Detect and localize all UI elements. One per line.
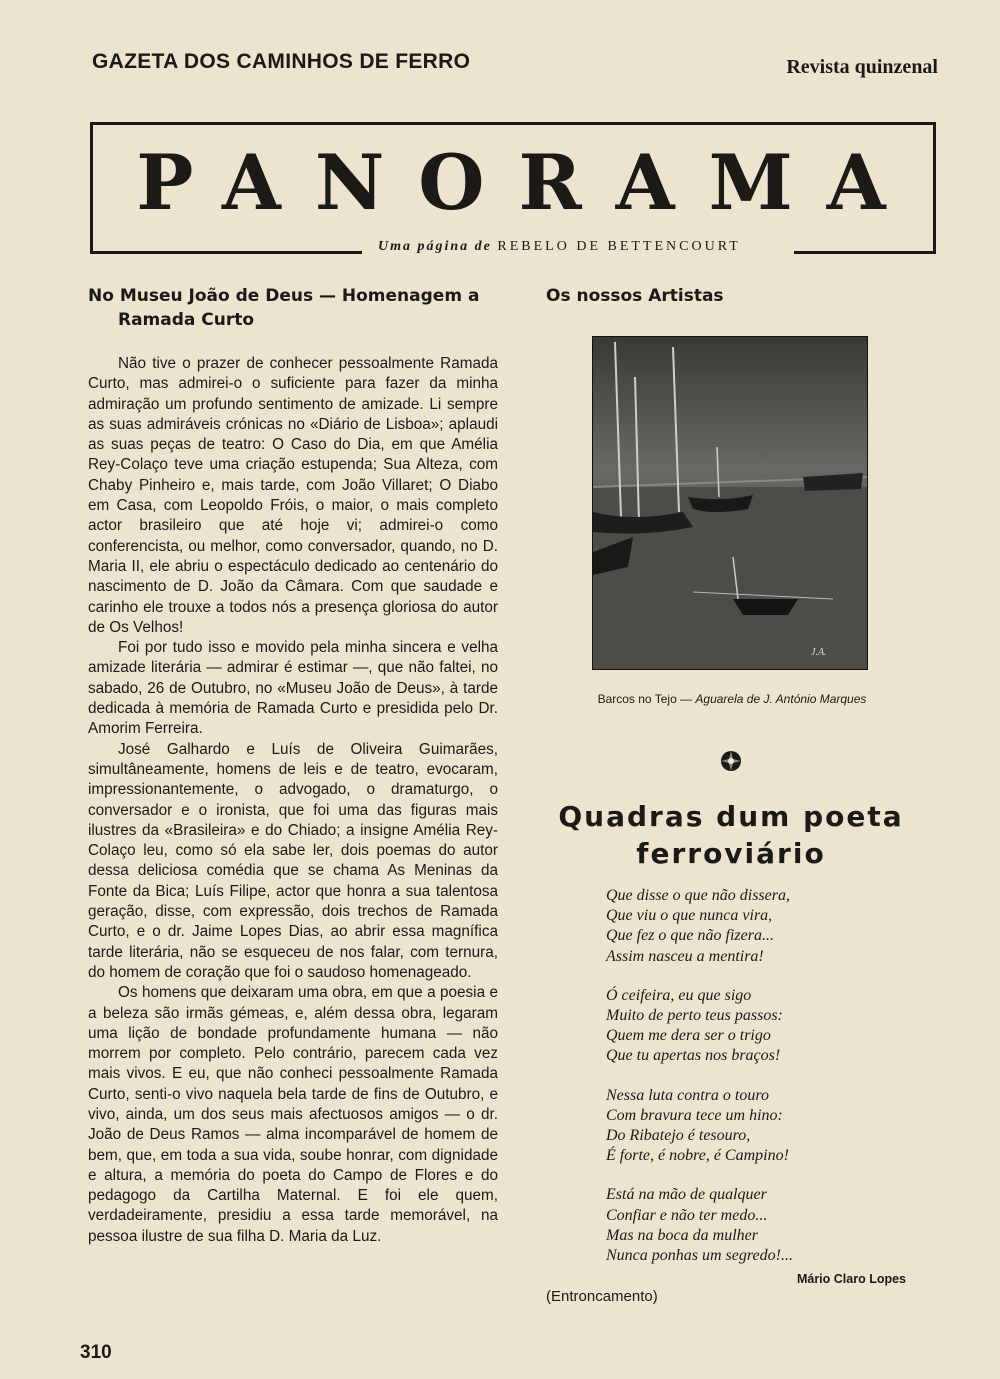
image-caption — [592, 692, 872, 707]
poem-line: Mas na boca da mulher — [606, 1226, 758, 1244]
poem-stanza — [606, 1086, 906, 1167]
poem-line: Quem me dera ser o trigo — [606, 1027, 771, 1045]
banner-rule-left — [90, 251, 362, 254]
publication-title: GAZETA DOS CAMINHOS DE FERRO — [92, 50, 471, 73]
ornament-icon — [720, 750, 742, 772]
poem-line: Nessa luta contra o touro — [606, 1086, 769, 1104]
right-column — [546, 284, 916, 1305]
boats-painting — [593, 337, 867, 669]
banner-subtitle-prefix: Uma página de — [378, 239, 492, 254]
banner-rule-right — [794, 251, 936, 254]
publication-frequency: Revista quinzenal — [786, 56, 938, 78]
svg-text:J.A.: J.A. — [811, 647, 827, 658]
poem-title-line2: ferroviário — [636, 837, 826, 870]
article-heading-line2: Ramada Curto — [118, 310, 255, 330]
poem-stanza — [606, 886, 906, 967]
poem-author: Mário Claro Lopes — [796, 1272, 906, 1286]
poem-stanza — [606, 1185, 906, 1266]
caption-credit: Aguarela de J. António Marques — [695, 692, 867, 706]
poem-body — [606, 886, 906, 1285]
poem-line: Do Ribatejo é tesouro, — [606, 1127, 751, 1145]
banner-subtitle-author: REBELO DE BETTENCOURT — [497, 239, 741, 254]
poem-line: Com bravura tece um hino: — [606, 1106, 783, 1124]
article-paragraph: Foi por tudo isso e movido pela minha sincera e velha amizade literária — admirar é estimar —, que não faltei, no sabado, 26 de Outubro, no «Museu João de Deus», à tarde dedicada à memória de Ramada Curto e presidida pelo Dr. Amorim Ferreira. — [88, 639, 498, 738]
poem-line: É forte, é nobre, é Campino! — [606, 1147, 789, 1165]
article-paragraph: Os homens que deixaram uma obra, em que a poesia e a beleza são irmãs gémeas, e, além dessa obra, legaram uma lição de bondade profundamente humana — não morrem por completo. Pelo contrário, parecem cada vez mais vivos. E eu, que não conheci pessoalmente Ramada Curto, senti-o vivo naquela bela tarde de fins de Outubro, e vivo, ainda, um dos seus mais afectuosos amigos — o dr. João de Deus Ramos — alma incomparável de homem de bem, que, em toda a sua vida, soube honrar, com dignidade e altura, a memória do poeta do Campo de Flores e do pedagogo da Cartilha Maternal. E foi ele quem, verdadeiramente, presidiu a essa tarde memorável, na pessoa ilustre de sua filha D. Maria da Luz. — [88, 984, 498, 1245]
caption-title: Barcos no Tejo — — [597, 692, 696, 706]
poem-title — [546, 798, 916, 872]
poem-line: Que fez o que não fizera... — [606, 927, 774, 945]
article-column — [88, 284, 498, 1247]
banner-subtitle — [378, 239, 741, 255]
page-number: 310 — [80, 1342, 112, 1363]
artists-heading: Os nossos Artistas — [546, 286, 724, 306]
banner-title: PANORAMA — [136, 138, 920, 227]
poem-line: Que tu apertas nos braços! — [606, 1047, 781, 1065]
poem-line: Que viu o que nunca vira, — [606, 907, 773, 925]
poem-line: Confiar e não ter medo... — [606, 1206, 768, 1224]
watercolor-image — [592, 336, 868, 670]
poem-title-line1: Quadras dum poeta — [558, 800, 904, 833]
poem-place: (Entroncamento) — [546, 1288, 658, 1305]
poem-line: Muito de perto teus passos: — [606, 1007, 783, 1025]
poem-line: Está na mão de qualquer — [606, 1186, 767, 1204]
article-paragraph: José Galhardo e Luís de Oliveira Guimarães, simultâneamente, homens de leis e de teatro, evocaram, impressionantemente, o advogado, o dramaturgo, o conversador e o ironista, que foi uma das figuras mais ilustres da «Brasileira» e do Chiado; a insigne Amélia Rey-Colaço leu, como só ela sabe ler, dois poemas do autor dessa deliciosa comédia que se chama As Meninas da Fonte da Bica; Luís Filipe, actor que honra a sua talentosa geração, disse, com expressão, dois trechos de Ramada Curto, e o dr. Jaime Lopes Dias, ao abrir essa magnífica tarde literária, não se esqueceu de nos falar, com ternura, do homem de coração que foi o saudoso homenageado. — [88, 740, 498, 981]
article-heading-line1: No Museu João de Deus — Homenagem a — [88, 286, 480, 306]
poem-line: Assim nasceu a mentira! — [606, 947, 764, 965]
panorama-banner — [90, 122, 936, 254]
poem-stanza — [606, 986, 906, 1067]
article-heading — [88, 284, 498, 332]
poem-line: Que disse o que não dissera, — [606, 887, 790, 904]
article-paragraph: Não tive o prazer de conhecer pessoalmente Ramada Curto, mas admirei-o o suficiente para fazer da minha admiração um profundo sentimento de amizade. Li sempre as suas admiráveis crónicas no «Diário de Lisboa»; aplaudi as suas peças de teatro: O Caso do Dia, em que Amélia Rey-Colaço teve uma criação estupenda; Sua Alteza, com Chaby Pinheiro e, mais tarde, com João Villaret; O Diabo em Casa, com Leopoldo Fróis, o maior, o mais completo actor brasileiro que até hoje vi; admirei-o como conferencista, ou melhor, como conversador, quando, no D. Maria II, ele abriu o espectáculo dedicado ao centenário do nascimento de D. João da Câmara. Com que saudade e carinho ele trouxe a todos nós a presença gloriosa do autor de Os Velhos! — [88, 355, 498, 636]
poem-line: Ó ceifeira, eu que sigo — [606, 986, 752, 1004]
poem-line: Nunca ponhas um segredo!... — [606, 1247, 793, 1265]
